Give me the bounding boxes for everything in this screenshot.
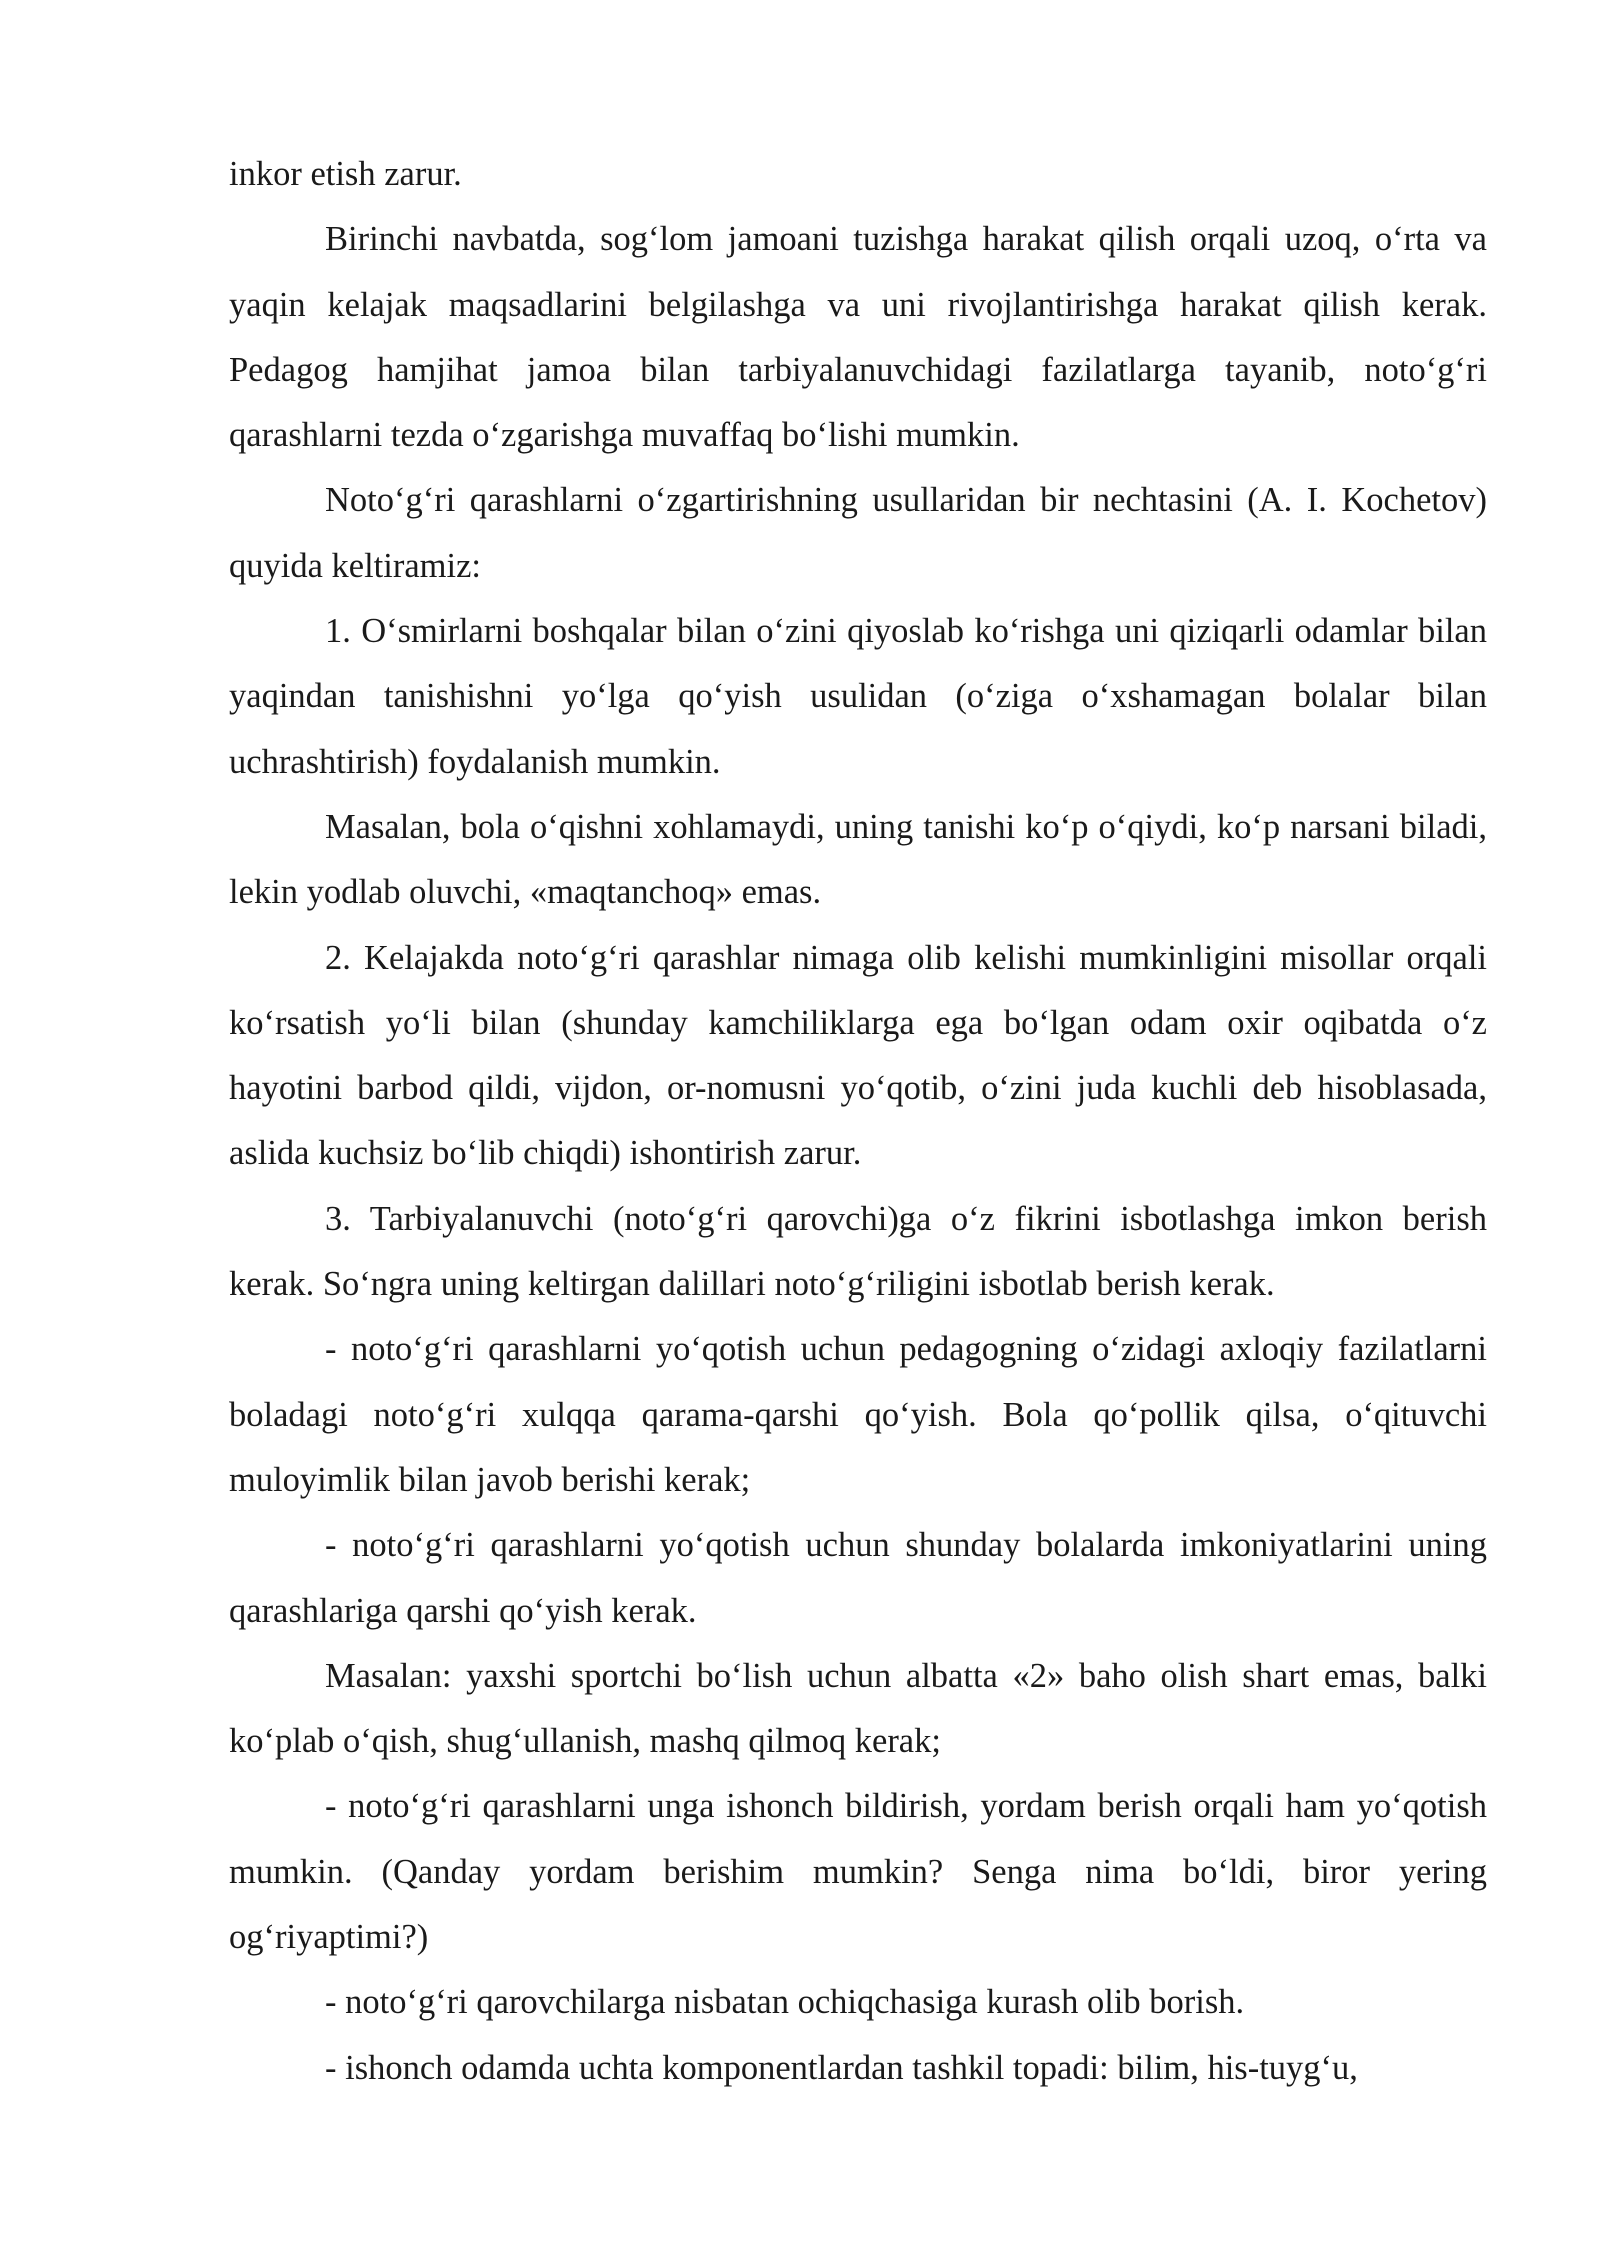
- document-page: [229, 142, 1487, 2101]
- paragraph-2: Birinchi navbatda, sog‘lom jamoani tuzishga harakat qilish orqali uzoq, o‘rta va yaqin kelajak maqsadlarini belgilashga va uni rivojlantirishga harakat qilish kerak. Pedagog hamjihat jamoa bilan tarbiyalanuvchidagi fazilatlarga tayanib, noto‘g‘ri qarashlarni tezda o‘zgarishga muvaffaq bo‘lishi mumkin.: [229, 220, 1487, 455]
- paragraph-6: 2. Kelajakda noto‘g‘ri qarashlar nimaga olib kelishi mumkinligini misollar orqali ko‘rsatish yo‘li bilan (shunday kamchiliklarga ega bo‘lgan odam oxir oqibatda o‘z hayotini barbod qildi, vijdon, or-nomusni yo‘qotib, o‘zini juda kuchli deb hisoblasada, aslida kuchsiz bo‘lib chiqdi) ishontirish zarur.: [229, 938, 1487, 1173]
- paragraph-5: Masalan, bola o‘qishni xohlamaydi, uning tanishi ko‘p o‘qiydi, ko‘p narsani biladi, lekin yodlab oluvchi, «maqtanchoq» emas.: [229, 807, 1487, 912]
- paragraph-8: - noto‘g‘ri qarashlarni yo‘qotish uchun pedagogning o‘zidagi axloqiy fazilatlarni boladagi noto‘g‘ri xulqqa qarama-qarshi qo‘yish. Bola qo‘pollik qilsa, o‘qituvchi muloyimlik bilan javob berishi kerak;: [229, 1330, 1487, 1499]
- paragraph-12: - noto‘g‘ri qarovchilarga nisbatan ochiqchasiga kurash olib borish.: [325, 1983, 1245, 2022]
- paragraph-9: - noto‘g‘ri qarashlarni yo‘qotish uchun shunday bolalarda imkoniyatlarini uning qarashlariga qarshi qo‘yish kerak.: [229, 1526, 1487, 1630]
- paragraph-7: 3. Tarbiyalanuvchi (noto‘g‘ri qarovchi)ga o‘z fikrini isbotlashga imkon berish kerak. So‘ngra uning keltirgan dalillari noto‘g‘riligini isbotlab berish kerak.: [229, 1199, 1487, 1304]
- paragraph-4: 1. O‘smirlarni boshqalar bilan o‘zini qiyoslab ko‘rishga uni qiziqarli odamlar bilan yaqindan tanishishni yo‘lga qo‘yish usulidan (o‘ziga o‘xshamagan bolalar bilan uchrashtirish) foydalanish mumkin.: [229, 612, 1487, 781]
- paragraph-10: Masalan: yaxshi sportchi bo‘lish uchun albatta «2» baho olish shart emas, balki ko‘plab o‘qish, shug‘ullanish, mashq qilmoq kerak;: [229, 1656, 1487, 1761]
- paragraph-3: Noto‘g‘ri qarashlarni o‘zgartirishning usullaridan bir nechtasini (A. I. Kochetov) quyida keltiramiz:: [229, 481, 1487, 585]
- paragraph-13: - ishonch odamda uchta komponentlardan tashkil topadi: bilim, his-tuyg‘u,: [325, 2048, 1358, 2087]
- paragraph-1: inkor etish zarur.: [229, 155, 462, 193]
- paragraph-11: - noto‘g‘ri qarashlarni unga ishonch bildirish, yordam berish orqali ham yo‘qotish mumkin. (Qanday yordam berishim mumkin? Senga nima bo‘ldi, biror yering og‘riyaptimi?): [229, 1787, 1487, 1957]
